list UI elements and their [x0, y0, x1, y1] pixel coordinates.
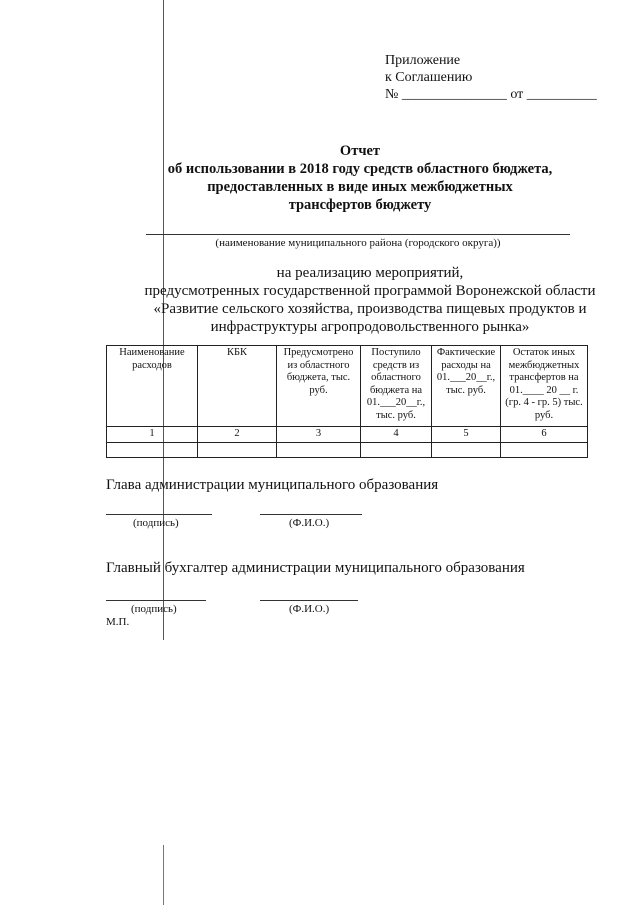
number-blank: _______________	[401, 87, 507, 102]
table-cell	[501, 442, 588, 457]
appendix-line1: Приложение	[385, 53, 461, 68]
column-number: 1	[107, 427, 198, 443]
header-cell: КБК	[198, 346, 277, 427]
table-empty-row	[107, 442, 588, 457]
accountant-title: Главный бухгалтер администрации муниципального образования	[106, 560, 525, 576]
head-name-line	[260, 514, 362, 515]
table-cell	[198, 442, 277, 457]
column-number: 6	[501, 427, 588, 443]
table-number-row	[107, 427, 588, 443]
report-title-line4: трансфертов бюджету	[288, 197, 432, 213]
head-signature-line	[106, 514, 212, 515]
purpose-line1: на реализацию мероприятий,	[276, 265, 464, 281]
number-label: №	[385, 87, 399, 102]
purpose-line4: инфраструктуры агропродовольственного рынка»	[210, 319, 530, 335]
head-name-caption: (Ф.И.О.)	[289, 517, 330, 529]
table-cell	[107, 442, 198, 457]
column-number: 3	[277, 427, 361, 443]
table-header-row	[107, 346, 588, 427]
report-table	[106, 345, 588, 458]
report-title: Отчет	[339, 143, 381, 159]
column-number: 2	[198, 427, 277, 443]
district-caption: (наименование муниципального района (городского округа))	[215, 237, 501, 249]
from-label: от	[510, 87, 524, 102]
column-number: 5	[432, 427, 501, 443]
accountant-signature-caption: (подпись)	[131, 603, 177, 615]
scan-fold-line	[163, 845, 164, 905]
header-cell: Наименование расходов	[107, 346, 198, 427]
purpose-line2: предусмотренных государственной программой Воронежской области	[144, 283, 596, 299]
appendix-line2: к Соглашению	[385, 70, 473, 85]
stamp-label: М.П.	[106, 616, 130, 628]
head-title: Глава администрации муниципального образования	[106, 477, 439, 493]
accountant-name-caption: (Ф.И.О.)	[289, 603, 330, 615]
header-cell: Остаток иных межбюджетных трансфертов на 01.____ 20 __ г. (гр. 4 - гр. 5) тыс. руб.	[501, 346, 588, 427]
purpose-line3: «Развитие сельского хозяйства, производства пищевых продуктов и	[153, 301, 587, 317]
district-underline	[146, 234, 570, 235]
column-number: 4	[361, 427, 432, 443]
accountant-signature-line	[106, 600, 206, 601]
head-signature-caption: (подпись)	[133, 517, 179, 529]
report-title-line3: предоставленных в виде иных межбюджетных	[207, 179, 513, 195]
report-title-line2: об использовании в 2018 году средств областного бюджета,	[167, 161, 553, 177]
table-cell	[361, 442, 432, 457]
appendix-number-line	[385, 86, 597, 103]
header-cell: Предусмотрено из областного бюджета, тыс. руб.	[277, 346, 361, 427]
header-cell: Фактические расходы на 01.___20__г., тыс. руб.	[432, 346, 501, 427]
appendix-block	[385, 52, 597, 103]
header-cell: Поступило средств из областного бюджета на 01.___20__г., тыс. руб.	[361, 346, 432, 427]
accountant-name-line	[260, 600, 358, 601]
from-blank: __________	[526, 87, 597, 102]
table-cell	[277, 442, 361, 457]
table-cell	[432, 442, 501, 457]
